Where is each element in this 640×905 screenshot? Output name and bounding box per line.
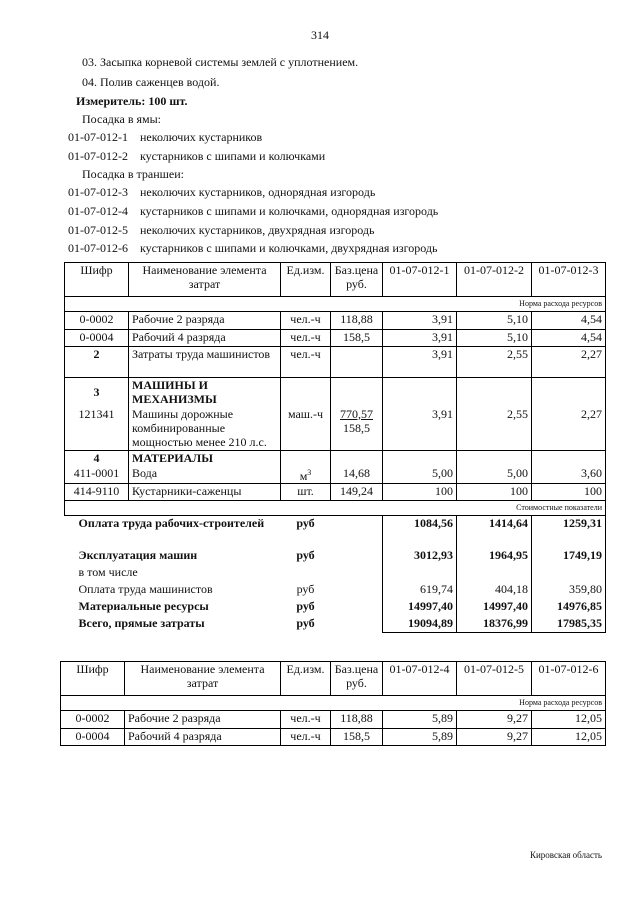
- norm-label: Норма расхода ресурсов: [61, 696, 606, 711]
- row-price: 118,88: [331, 711, 383, 729]
- region-footer: Кировская область: [529, 850, 602, 860]
- row-code: 2: [65, 347, 129, 378]
- table-row: [65, 347, 606, 378]
- row-v3: 3,60: [532, 466, 606, 484]
- row-v2: 9,27: [457, 729, 532, 746]
- cost-v1: 14997,40: [383, 599, 457, 616]
- row-name: Рабочие 2 разряда: [125, 711, 281, 729]
- row-code: 0-0004: [65, 330, 129, 347]
- row-price: 14,68: [331, 466, 383, 484]
- row-unit: $м^3$: [281, 466, 331, 484]
- col-c3: 01-07-012-3: [532, 263, 606, 297]
- row-v1: 5,89: [383, 729, 457, 746]
- row-code: 4: [65, 451, 129, 466]
- col-c2: 01-07-012-5: [457, 662, 532, 696]
- row-v3: 12,05: [532, 711, 606, 729]
- table-row: [65, 466, 606, 484]
- col-name: Наименование элемента затрат: [129, 263, 281, 297]
- cost-unit: руб: [296, 547, 315, 562]
- col-c3: 01-07-012-6: [532, 662, 606, 696]
- row-name: Рабочий 4 разряда: [125, 729, 281, 746]
- cost-label: Стоимостные показатели: [65, 501, 606, 516]
- col-price: Баз.цена руб.: [331, 662, 383, 696]
- row-unit: чел.-ч: [281, 312, 331, 330]
- pits-title: Посадка в ямы:: [82, 112, 162, 126]
- resources-table-1: [64, 262, 606, 633]
- cost-name: Материальные ресурсы: [78, 598, 209, 613]
- cost-v3: 1749,19: [532, 548, 606, 565]
- row-name: Кустарники-саженцы: [129, 484, 281, 501]
- cost-v1: 19094,89: [383, 616, 457, 633]
- row-unit: чел.-ч: [281, 711, 331, 729]
- cost-v2: 404,18: [457, 582, 532, 599]
- table-section-machines: [65, 378, 606, 407]
- col-unit: Ед.изм.: [281, 263, 331, 297]
- row-code: 414-9110: [65, 484, 129, 501]
- row-v2: 100: [457, 484, 532, 501]
- cost-row: [65, 616, 606, 633]
- cost-name: Всего, прямые затраты: [78, 615, 205, 630]
- row-v1: 5,00: [383, 466, 457, 484]
- row-code: 0-0002: [61, 711, 125, 729]
- col-unit: Ед.изм.: [281, 662, 331, 696]
- row-name: МАШИНЫ И МЕХАНИЗМЫ: [129, 378, 281, 407]
- col-code: Шифр: [61, 662, 125, 696]
- row-unit: чел.-ч: [281, 729, 331, 746]
- row-price: 149,24: [331, 484, 383, 501]
- cost-row: [65, 548, 606, 565]
- table-row: [61, 729, 606, 746]
- row-name: Рабочий 4 разряда: [129, 330, 281, 347]
- row-unit: маш.-ч: [281, 407, 331, 451]
- cost-v3: 1259,31: [532, 516, 606, 548]
- row-v2: 2,55: [457, 347, 532, 378]
- table-row: [65, 330, 606, 347]
- table-row: [65, 407, 606, 451]
- resources-table-2: [60, 661, 606, 746]
- row-v2: 2,55: [457, 407, 532, 451]
- table-row: [65, 484, 606, 501]
- col-c1: 01-07-012-4: [383, 662, 457, 696]
- cost-v1: 1084,56: [383, 516, 457, 548]
- measure-unit: Измеритель: 100 шт.: [76, 94, 188, 108]
- col-name: Наименование элемента затрат: [125, 662, 281, 696]
- row-v1: 100: [383, 484, 457, 501]
- row-price: 118,88: [331, 312, 383, 330]
- cost-v1: 619,74: [383, 582, 457, 599]
- row-v1: 3,91: [383, 347, 457, 378]
- row-unit: чел.-ч: [281, 330, 331, 347]
- row-code: 0-0004: [61, 729, 125, 746]
- row-unit: чел.-ч: [281, 347, 331, 378]
- cost-v2: 1964,95: [457, 548, 532, 565]
- row-name: Рабочие 2 разряда: [129, 312, 281, 330]
- cost-v2: 18376,99: [457, 616, 532, 633]
- row-v1: 3,91: [383, 330, 457, 347]
- page-number: 314: [311, 28, 329, 42]
- row-price: 158,5: [331, 729, 383, 746]
- table-header: [65, 263, 606, 297]
- col-code: Шифр: [65, 263, 129, 297]
- step-3: 03. Засыпка корневой системы землей с уплотнением.: [82, 55, 359, 69]
- row-v1: 3,91: [383, 312, 457, 330]
- row-code: 3: [65, 378, 129, 407]
- cost-row: [65, 599, 606, 616]
- row-name: Затраты труда машинистов: [129, 347, 281, 378]
- table-row: [65, 312, 606, 330]
- trench-title: Посадка в траншеи:: [82, 167, 184, 181]
- cost-row: [65, 516, 606, 548]
- cost-row: [65, 582, 606, 599]
- row-v3: 100: [532, 484, 606, 501]
- cost-name: в том числе: [78, 564, 138, 579]
- row-code: 0-0002: [65, 312, 129, 330]
- row-v3: 4,54: [532, 330, 606, 347]
- cost-v3: 17985,35: [532, 616, 606, 633]
- row-v3: 4,54: [532, 312, 606, 330]
- row-v3: 2,27: [532, 347, 606, 378]
- cost-unit: руб: [296, 598, 315, 613]
- row-price: 158,5: [331, 330, 383, 347]
- cost-row: [65, 565, 606, 582]
- row-name: МАТЕРИАЛЫ: [129, 451, 281, 466]
- row-v3: 12,05: [532, 729, 606, 746]
- row-v2: 9,27: [457, 711, 532, 729]
- row-v1: 3,91: [383, 407, 457, 451]
- cost-name: Оплата труда машинистов: [78, 581, 213, 596]
- row-v2: 5,00: [457, 466, 532, 484]
- row-price: 770,57 158,5: [331, 407, 383, 451]
- cost-unit: руб: [296, 581, 315, 596]
- cost-unit: руб: [296, 615, 315, 630]
- col-price: Баз.цена руб.: [331, 263, 383, 297]
- row-code: 121341: [65, 407, 129, 451]
- row-v1: 5,89: [383, 711, 457, 729]
- cost-v2: 1414,64: [457, 516, 532, 548]
- cost-name: Оплата труда рабочих-строителей: [78, 516, 265, 530]
- col-c2: 01-07-012-2: [457, 263, 532, 297]
- step-4: 04. Полив саженцев водой.: [82, 75, 220, 89]
- row-v2: 5,10: [457, 312, 532, 330]
- cost-v1: 3012,93: [383, 548, 457, 565]
- row-price: [331, 347, 383, 378]
- table-header: [61, 662, 606, 696]
- row-name: Вода: [129, 466, 281, 484]
- col-c1: 01-07-012-1: [383, 263, 457, 297]
- row-name: Машины дорожные комбинированные мощностью менее 210 л.с.: [129, 407, 281, 451]
- table-row: [61, 711, 606, 729]
- cost-unit: руб: [296, 516, 315, 530]
- row-v2: 5,10: [457, 330, 532, 347]
- cost-v3: 359,80: [532, 582, 606, 599]
- row-v3: 2,27: [532, 407, 606, 451]
- row-unit: шт.: [281, 484, 331, 501]
- row-code: 411-0001: [65, 466, 129, 484]
- cost-v2: 14997,40: [457, 599, 532, 616]
- cost-v3: 14976,85: [532, 599, 606, 616]
- cost-name: Эксплуатация машин: [78, 547, 198, 562]
- table-section-materials: [65, 451, 606, 466]
- norm-label: Норма расхода ресурсов: [65, 297, 606, 312]
